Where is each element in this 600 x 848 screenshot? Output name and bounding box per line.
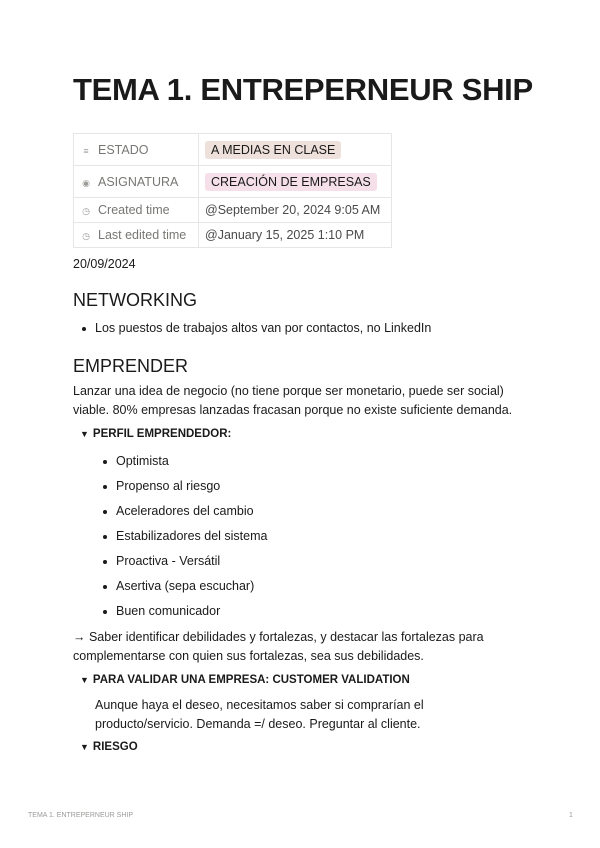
list-icon: ≡ xyxy=(83,145,89,156)
heading-networking: NETWORKING xyxy=(73,290,197,310)
heading-emprender: EMPRENDER xyxy=(73,356,189,376)
last-edited-value: @January 15, 2025 1:10 PM xyxy=(199,223,392,248)
property-value[interactable] xyxy=(199,166,392,198)
page-title: TEMA 1. ENTREPERNEUR SHIP xyxy=(73,72,533,107)
status-tag: A MEDIAS EN CLASE xyxy=(205,141,341,159)
list-item: Aceleradores del cambio xyxy=(116,502,267,527)
properties-table xyxy=(73,133,392,248)
property-row xyxy=(74,198,392,223)
toggle-arrow-icon: ▼ xyxy=(80,675,89,685)
list-item: Proactiva - Versátil xyxy=(116,552,267,577)
property-key: ◷ Created time xyxy=(74,198,199,223)
list-item: Optimista xyxy=(116,452,267,477)
toggle-arrow-icon: ▼ xyxy=(80,429,89,439)
subject-tag: CREACIÓN DE EMPRESAS xyxy=(205,173,377,191)
validar-text: Aunque haya el deseo, necesitamos saber si comprarían el producto/servicio. Demanda =/ deseo. Preguntar al cliente. xyxy=(95,698,424,731)
clock-icon: ◷ xyxy=(82,206,90,216)
arrow-note: → Saber identificar debilidades y fortalezas, y destacar las fortalezas para complementarse con quien sus fortalezas, sea sus debilidades. xyxy=(73,630,484,663)
list-item: Estabilizadores del sistema xyxy=(116,527,267,552)
emprender-intro: Lanzar una idea de negocio (no tiene porque ser monetario, puede ser social) viable. 80% empresas lanzadas fracasan porque no existe suficiente demanda. xyxy=(73,384,513,417)
list-item: Propenso al riesgo xyxy=(116,477,267,502)
date-text: 20/09/2024 xyxy=(73,257,136,271)
property-key: ◷ Last edited time xyxy=(74,223,199,248)
property-key: ◉ ASIGNATURA xyxy=(74,166,199,198)
toggle-riesgo[interactable]: ▼ RIESGO xyxy=(80,741,138,753)
networking-list xyxy=(95,319,431,344)
property-value[interactable] xyxy=(199,134,392,166)
clock-icon: ◷ xyxy=(82,231,90,241)
list-item: Asertiva (sepa escuchar) xyxy=(116,577,267,602)
toggle-validar[interactable]: ▼ PARA VALIDAR UNA EMPRESA: CUSTOMER VALIDATION xyxy=(80,674,410,686)
list-item: Los puestos de trabajos altos van por contactos, no LinkedIn xyxy=(95,319,431,344)
list-item: Buen comunicador xyxy=(116,602,267,627)
property-row xyxy=(74,134,392,166)
footer-title: TEMA 1. ENTREPERNEUR SHIP xyxy=(28,812,134,819)
property-row xyxy=(74,223,392,248)
select-icon: ◉ xyxy=(82,177,90,188)
property-key: ≡ ESTADO xyxy=(74,134,199,166)
perfil-list xyxy=(116,452,267,627)
page-number: 1 xyxy=(569,812,573,819)
toggle-arrow-icon: ▼ xyxy=(80,742,89,752)
created-time-value: @September 20, 2024 9:05 AM xyxy=(199,198,392,223)
toggle-perfil[interactable]: ▼ PERFIL EMPRENDEDOR: xyxy=(80,428,232,440)
property-row xyxy=(74,166,392,198)
